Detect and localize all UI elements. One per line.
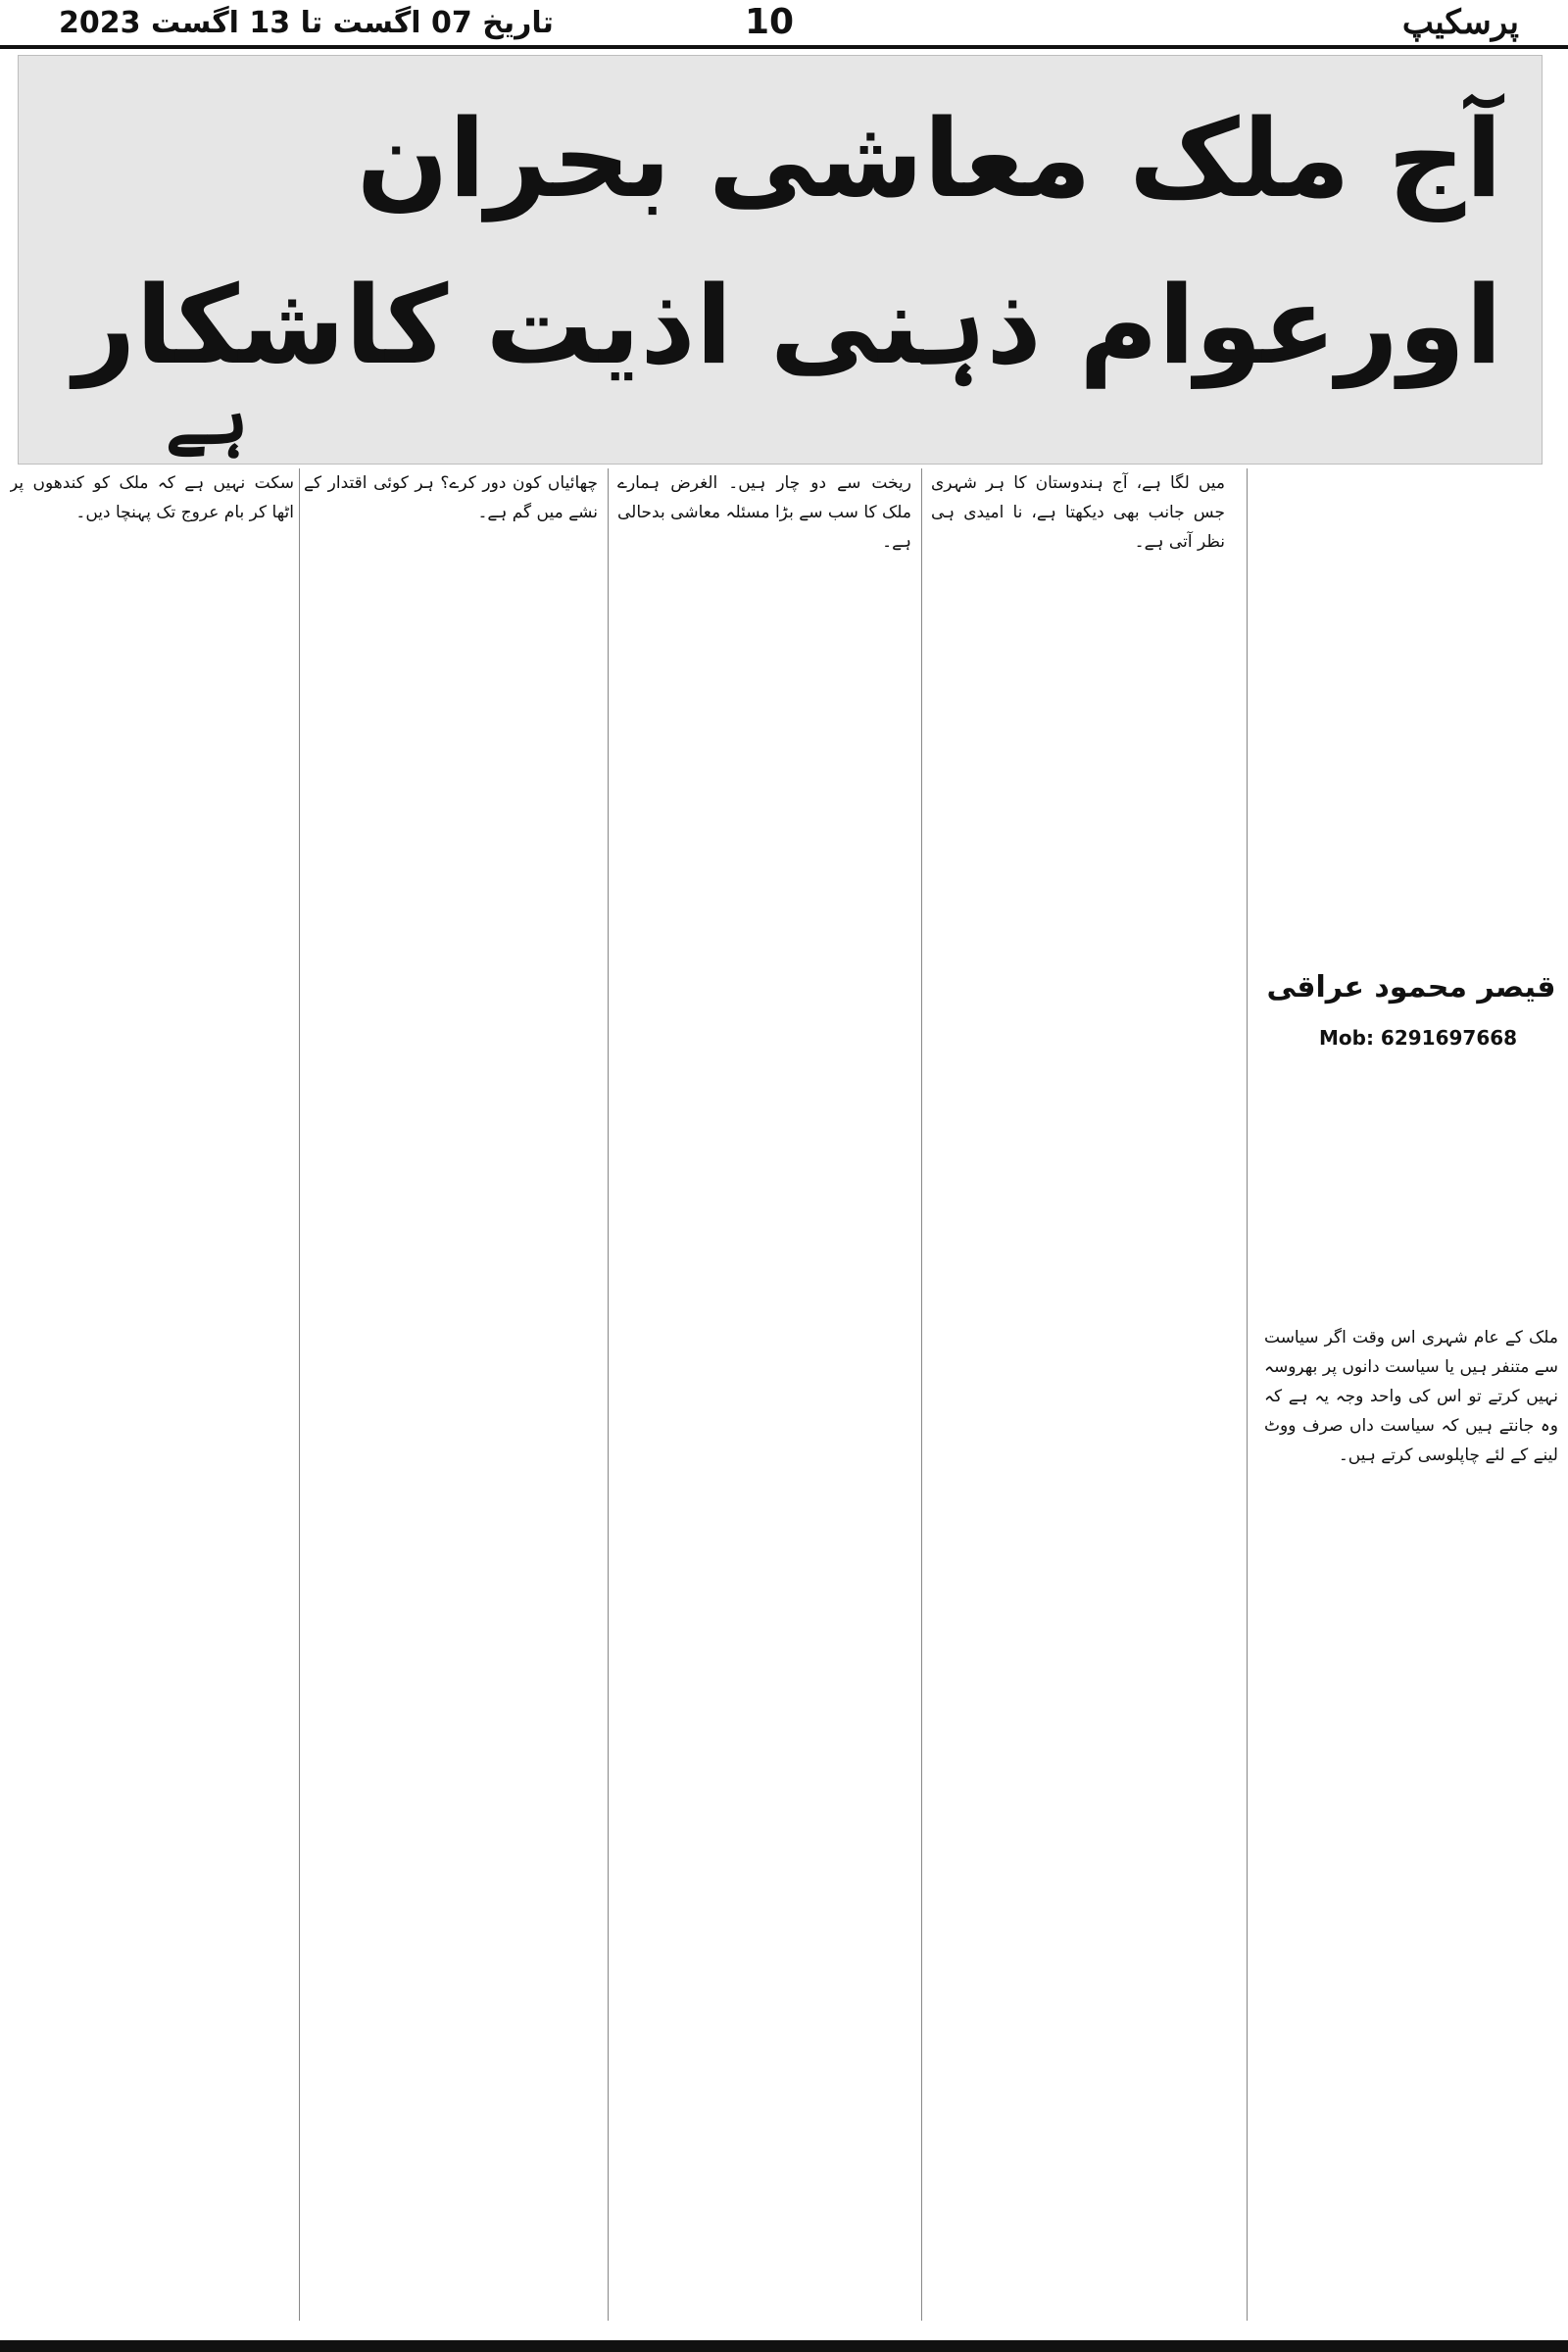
column-text: ریخت سے دو چار ہیں۔ الغرض ہمارے ملک کا سب سے بڑا مسئلہ معاشی بدحالی ہے۔ [617, 473, 911, 552]
headline-box [18, 55, 1543, 465]
masthead [0, 0, 1568, 49]
byline [1264, 970, 1558, 1050]
author-name: قیصر محمود عراقی [1266, 970, 1556, 1004]
article-column-1 [931, 468, 1225, 2321]
headline-line-3: ہے [166, 377, 249, 460]
page-number: 10 [745, 2, 795, 42]
headline-line-1: آج ملک معاشی بحران [356, 96, 1502, 221]
column-text: میں لگا ہے، آج ہندوستان کا ہر شہری جس جانب بھی دیکھتا ہے، نا امیدی ہی نظر آتی ہے۔ [931, 473, 1225, 552]
newspaper-logo: پرسکیپ [1401, 3, 1519, 42]
column-text: چھائیاں کون دور کرے؟ ہر کوئی اقتدار کے نشے میں گم ہے۔ [304, 473, 598, 522]
column-text: سکت نہیں ہے کہ ملک کو کندھوں پر اٹھا کر بام عروج تک پہنچا دیں۔ [10, 473, 294, 522]
column-divider [299, 468, 300, 2321]
article-column-byline [1264, 1323, 1558, 2342]
column-divider [1247, 468, 1248, 2321]
headline-line-2: اورعوام ذہنی اذیت کاشکار [74, 263, 1502, 388]
footer-rule [0, 2340, 1568, 2352]
article-column-3 [304, 468, 598, 2321]
article-column-2 [617, 468, 911, 2321]
column-divider [608, 468, 609, 2321]
author-mobile: Mob: 6291697668 [1319, 1026, 1518, 1050]
article-column-4 [10, 468, 294, 2321]
masthead-date: تاریخ 07 اگست تا 13 اگست 2023 [59, 5, 554, 40]
column-text: ملک کے عام شہری اس وقت اگر سیاست سے متنفر ہیں یا سیاست دانوں پر بھروسہ نہیں کرتے تو اس کی واحد وجہ یہ ہے کہ وہ جانتے ہیں کہ سیاست داں صرف ووٹ لینے کے لئے چاپلوسی کرتے ہیں۔ [1264, 1328, 1558, 1465]
column-divider [921, 468, 922, 2321]
